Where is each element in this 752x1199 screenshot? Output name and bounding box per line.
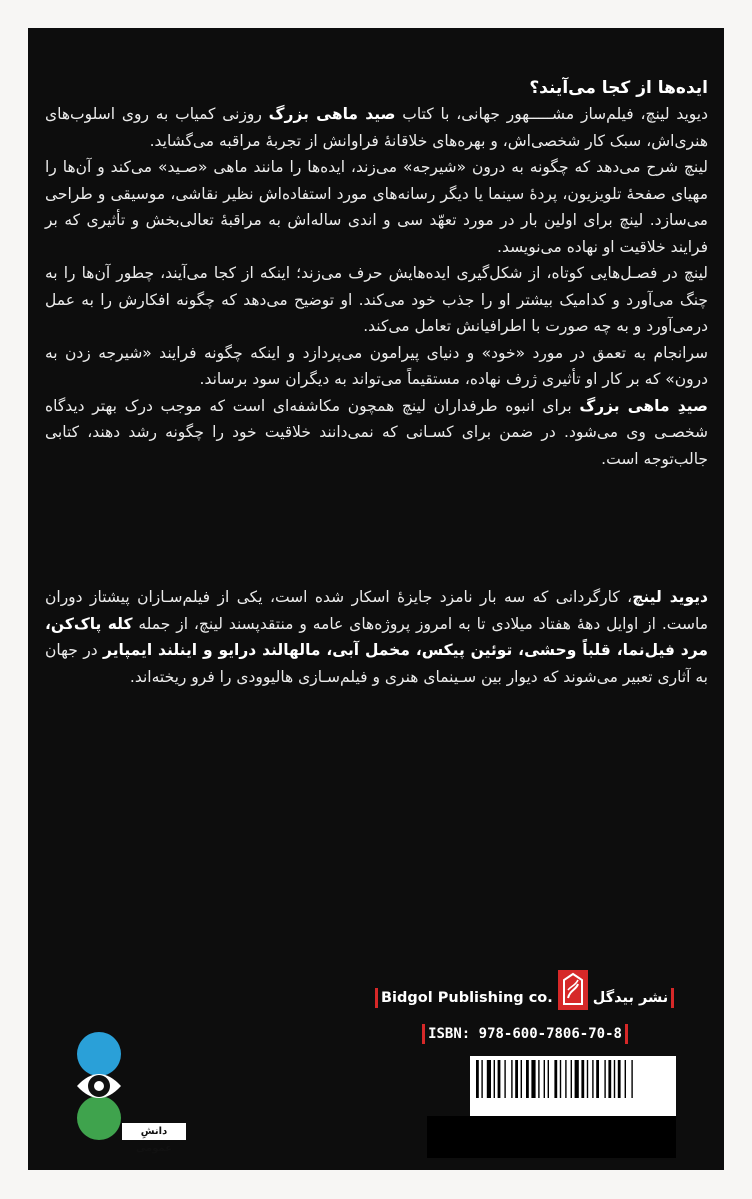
p1-text-a: دیوید لینچ، فیلم‌ساز مشـــــهور جهانی، با کتاب [395, 105, 709, 123]
isbn-red-bar-left [422, 1024, 425, 1044]
red-bar-left [375, 988, 378, 1008]
series-eye-logo-icon [74, 1032, 124, 1142]
paragraph-3: لینچ در فصـل‌هایی کوتاه، از شکل‌گیری ایده‌هایش حرف می‌زند؛ اینکه از کجا می‌آیند، چطور آن‌ها را به چنگ می‌آورد و کدامیک بیشتر او را جذب خود می‌کند. او توضیح می‌دهد که چگونه افکارش را به عمل درمی‌آورد و به چه صورت با اطرافیانش تعامل می‌کند. [45, 264, 708, 335]
barcode [470, 1056, 676, 1116]
author-bio [45, 584, 708, 690]
isbn-number: ISBN: 978-600-7806-70-8 [428, 1026, 622, 1042]
bio-text-a: ، کارگردانی که سه بار نامزد جایزهٔ اسکار شده است، یکی از فیلم‌سـازان پیشتاز دوران ماست. از اوایل دههٔ هفتاد میلادی تا به امروز پروژه‌های عامه و منتقدپسند لینچ، از جمله [45, 588, 709, 633]
book-question-heading: ایده‌ها از کجا می‌آیند؟ [529, 78, 708, 98]
p5-text: برای انبوه طرفداران لینچ همچون مکاشفه‌ای است که موجب درک بهتر دیدگاه شخصـی وی می‌شود. در ضمن برای کسـانی که نمی‌دانند خلاقیت خود را چگونه رشد دهند، کتابی جالب‌توجه است. [45, 396, 708, 468]
red-bar-right [671, 988, 674, 1008]
series-label: دانشِ عمومی [122, 1123, 186, 1140]
heading-block [45, 75, 708, 102]
price-block [427, 1116, 676, 1158]
bio-film-list: کله پاک‌کن، مرد فیل‌نما، قلباً وحشی، توئین پیکس، مخمل آبی، مالهالند درایو و اینلند ایمپایر [45, 614, 709, 659]
p5-book-title: صیدِ ماهی بزرگ [579, 396, 708, 415]
description [45, 101, 708, 472]
bio-author-name: دیوید لینچ [632, 588, 708, 606]
publisher-logo-icon [557, 970, 589, 1010]
paragraph-4: سرانجام به تعمق در مورد «خود» و دنیای پیرامون می‌پردازد و اینکه چگونه فرایند «شیرجه زدن به درون» که بر کار او تأثیری ژرف نهاده، مستقیماً می‌تواند به دیگران سود برساند. [45, 343, 708, 388]
paragraph-2: لینچ شرح می‌دهد که چگونه به درون «شیرجه» می‌زند، ایده‌ها را مانند ماهی «صـید» می‌کند و آن‌ها را مهیای صفحهٔ تلویزیون، پردهٔ سینما یا دیگر رسانه‌های مورد استفاده‌اش نظیر نقاشی، موسیقی و طراحی می‌سازد. لینچ برای اولین بار در مورد تعهّد سی و اندی ساله‌اش به مراقبهٔ تعالی‌بخش و تأثیری که بر فرایند خلاقیت او نهاده می‌نویسد. [45, 158, 708, 256]
p1-text-c: روزنی کمیاب به روی اسلوب‌های هنری‌اش، سبک کار شخصی‌اش، و بهره‌های خلاقانهٔ فراوانش از تجربهٔ مراقبه می‌گشاید. [45, 105, 708, 150]
publisher-name-fa: نشر بیدگل [592, 990, 669, 1006]
paragraph-1 [45, 101, 708, 154]
paragraph-5 [45, 393, 708, 473]
isbn-red-bar-right [625, 1024, 628, 1044]
publisher-strip [372, 985, 678, 1011]
barcode-icon [470, 1056, 676, 1116]
bio-paragraph [45, 584, 708, 690]
p1-book-title: صید ماهی بزرگ [268, 105, 396, 123]
isbn-strip [372, 1022, 678, 1046]
bio-text-b: در جهان به آثاری تعبیر می‌شوند که دیوار بین سـینمای هنری و فیلم‌سـازی هالیوودی را فرو ریخته‌اند. [45, 641, 708, 686]
publisher-name-en: Bidgol Publishing co. [381, 990, 553, 1006]
